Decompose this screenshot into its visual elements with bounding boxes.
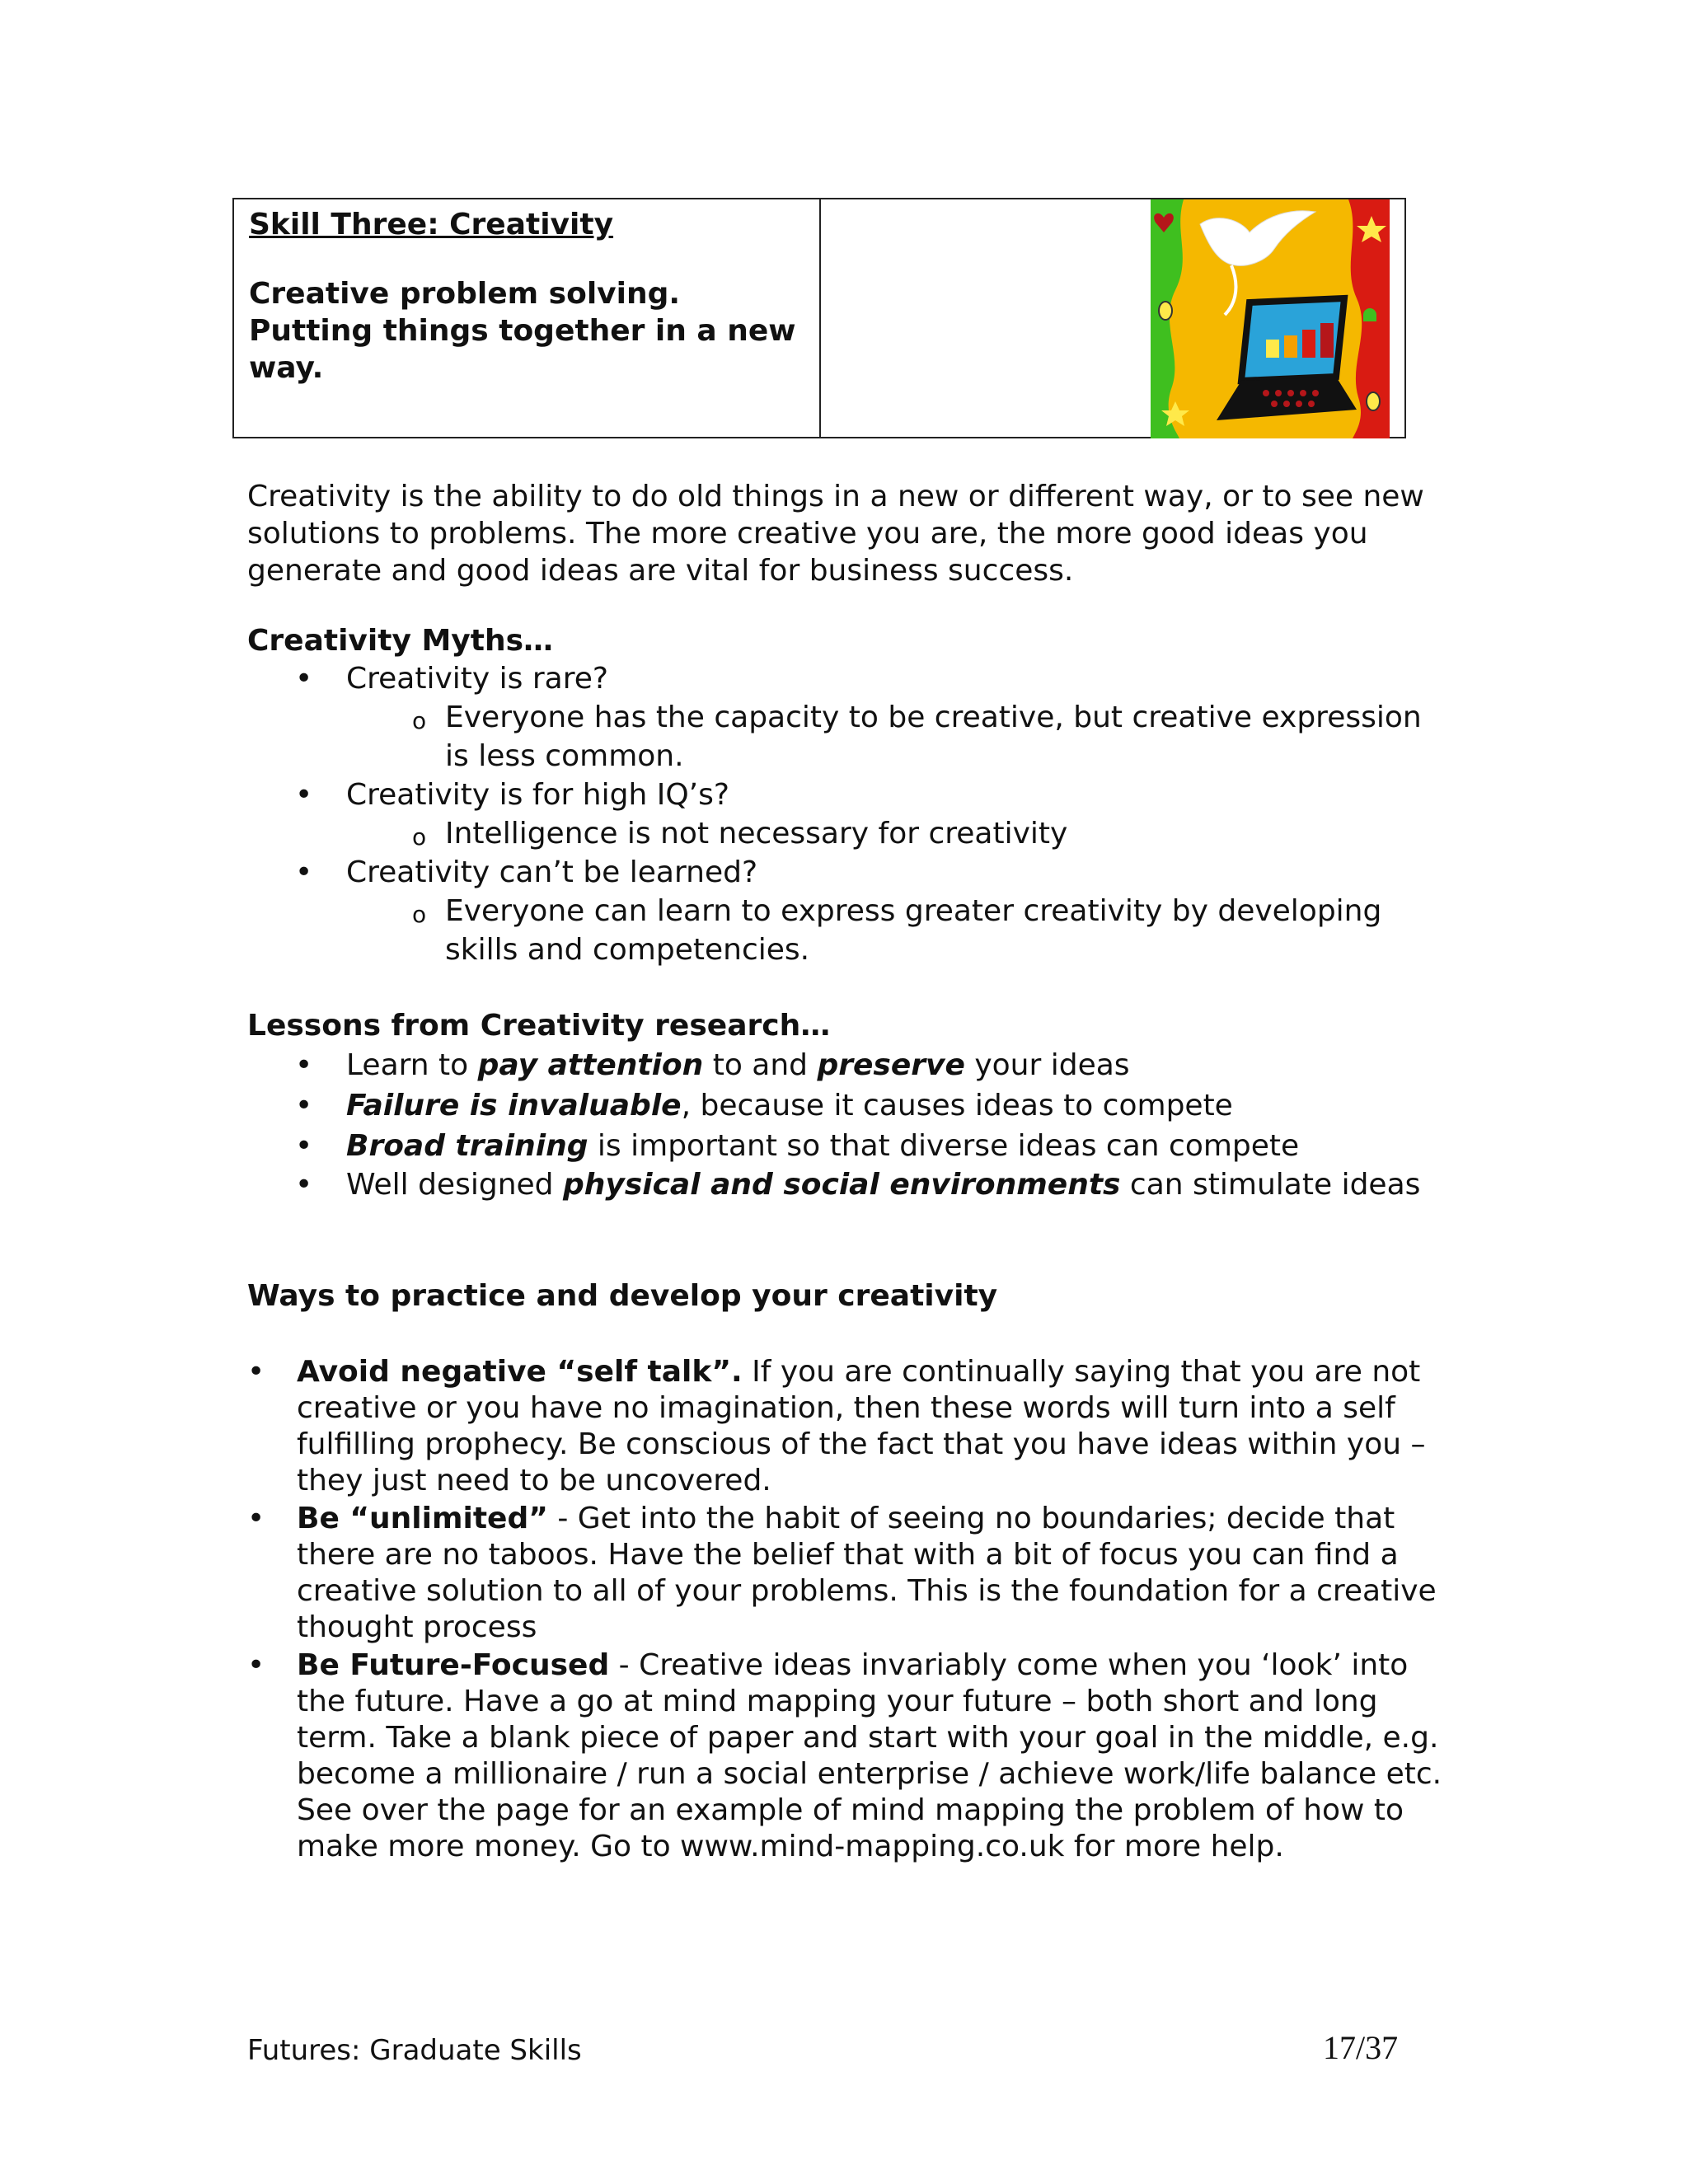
lesson-emphasis: physical and social environments [562,1168,1121,1202]
myth-answer: Intelligence is not necessary for creativity [445,817,1068,851]
bullet-icon: • [247,1648,265,1682]
lesson-item [247,1166,1442,1203]
intro-paragraph: Creativity is the ability to do old things in a new or different way, or to see new solutions to problems. The more creative you are, the more good ideas you generate and good ideas are vital for business success. [247,480,1424,588]
lessons-heading: Lessons from Creativity research… [247,1009,831,1043]
lesson-text: Well designed [346,1168,563,1202]
bullet-icon: • [295,855,313,889]
way-title: Be Future-Focused [297,1648,610,1682]
myth-question: Creativity is rare? [346,662,608,696]
lesson-text: can stimulate ideas [1120,1168,1421,1202]
lesson-emphasis: preserve [817,1048,965,1082]
skill-subtitle-line: Putting things together in a new [249,314,796,348]
myth-item [247,659,1442,776]
skill-title: Skill Three: Creativity [249,208,614,241]
lesson-text: Learn to [346,1048,478,1082]
bullet-icon: • [295,1129,313,1163]
way-text: - Get into the habit of seeing no boundaries; decide that there are no taboos. Have the belief that with a bit of focus you can find a creative solution to all of your problems. This is the foundation for a creative thought process [297,1502,1437,1644]
lesson-emphasis: Broad training [346,1129,588,1163]
bullet-icon: • [247,1502,265,1535]
myth-answer-item [346,814,1442,853]
lesson-text: your ideas [964,1048,1130,1082]
way-item [247,1354,1451,1499]
myth-answer-list [346,698,1442,776]
myth-question: Creativity is for high IQ’s? [346,778,729,812]
skill-subtitle [249,275,806,387]
lesson-item [247,1085,1442,1126]
footer-title: Futures: Graduate Skills [247,2034,582,2067]
bullet-icon: • [295,1168,313,1202]
bullet-icon: • [295,1089,313,1122]
lesson-item [247,1045,1442,1085]
lesson-text: is important so that diverse ideas can compete [588,1129,1300,1163]
ways-heading: Ways to practice and develop your creativity [247,1279,998,1313]
bullet-icon: • [247,1355,265,1389]
lesson-emphasis: Failure is invaluable [346,1089,682,1122]
lesson-text: , because it causes ideas to compete [681,1089,1233,1122]
way-item [247,1501,1451,1646]
skill-image-cell [821,199,1404,437]
myth-answer-list [346,814,1442,853]
way-text: If you are continually saying that you are not creative or you have no imagination, then these words will turn into a self fulfilling prophecy. Be conscious of the fact that you have ideas within you – they just need to be uncovered. [297,1355,1426,1497]
lesson-text: to and [703,1048,818,1082]
way-title: Avoid negative “self talk”. [297,1355,743,1389]
lesson-item [247,1126,1442,1166]
way-item [247,1647,1451,1865]
myth-question: Creativity can’t be learned? [346,855,758,889]
page-number: 17/37 [1323,2029,1399,2066]
bullet-icon: • [295,778,313,812]
myth-answer-item [346,892,1442,969]
lesson-emphasis: pay attention [477,1048,704,1082]
bullet-icon: • [295,662,313,696]
skill-header-table [232,198,1406,438]
way-title: Be “unlimited” [297,1502,548,1535]
ways-list [247,1354,1451,1867]
bullet-icon: • [295,1048,313,1082]
myth-answer: Everyone can learn to express greater creativity by developing skills and competencies. [445,894,1382,967]
myth-item [247,776,1442,853]
skill-header-cell [234,199,821,437]
myth-answer-list [346,892,1442,969]
myths-list [247,659,1442,969]
lessons-list [247,1045,1442,1203]
circle-bullet-icon: o [412,707,427,734]
myths-heading: Creativity Myths… [247,624,554,658]
skill-subtitle-line: way. [249,351,324,385]
myth-item [247,853,1442,969]
circle-bullet-icon: o [412,823,427,851]
way-text: - Creative ideas invariably come when you ‘look’ into the future. Have a go at mind mapping your future – both short and long term. Take a blank piece of paper and start with your goal in the middle, e.g. become a millionaire / run a social enterprise / achieve work/life balance etc. See over the page for an example of mind mapping the problem of how to make more money. Go to www.mind-mapping.co.uk for more help. [297,1648,1442,1863]
myth-answer-item [346,698,1442,776]
skill-subtitle-line: Creative problem solving. [249,277,681,311]
dove-laptop-clipart-icon [1151,199,1390,438]
circle-bullet-icon: o [412,901,427,928]
myth-answer: Everyone has the capacity to be creative, but creative expression is less common. [445,701,1422,773]
